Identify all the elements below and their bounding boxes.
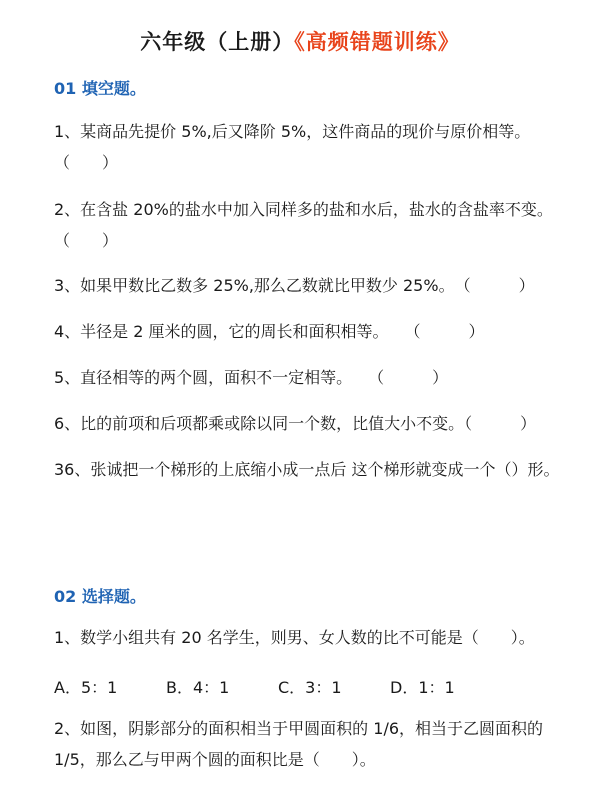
choice-options [54, 675, 564, 698]
question-1: 1、某商品先提价 5%,后又降阶 5%，这件商品的现价与原价相等。（ ） [54, 122, 531, 172]
option-d: D．1：1 [390, 678, 455, 697]
section-heading-choice: 02 选择题。 [54, 587, 146, 606]
question-3: 3、如果甲数比乙数多 25%,那么乙数就比甲数少 25%。 （ ） [54, 276, 535, 295]
question-5: 5、直径相等的两个圆，面积不一定相等。 （ ） [54, 368, 449, 387]
question-4: 4、半径是 2 厘米的圆，它的周长和面积相等。 （ ） [54, 322, 485, 341]
section-heading-fill-blank: 01 填空题。 [54, 79, 146, 98]
question-2: 2、在含盐 20%的盐水中加入同样多的盐和水后，盐水的含盐率不变。（ ） [54, 200, 553, 250]
title-accent: 《高频错题训练》 [294, 30, 460, 54]
page-title [0, 26, 600, 56]
option-a: A．5：1 [54, 678, 118, 697]
option-c: C．3：1 [278, 678, 342, 697]
choice-question-1: 1、数学小组共有 20 名学生，则男、女人数的比不可能是（ ）。 [54, 628, 535, 647]
choice-question-2: 2、如图，阴影部分的面积相当于甲圆面积的 1/6，相当于乙圆面积的 1/5，那么乙与甲两个圆的面积比是（ ）。 [54, 719, 544, 769]
question-6: 6、比的前项和后项都乘或除以同一个数，比值大小不变。（ ） [54, 414, 537, 433]
title-main: 六年级（上册） [140, 30, 295, 54]
question-36: 36、张诚把一个梯形的上底缩小成一点后 这个梯形就变成一个（）形。 [54, 460, 560, 479]
option-b: B．4：1 [166, 678, 230, 697]
